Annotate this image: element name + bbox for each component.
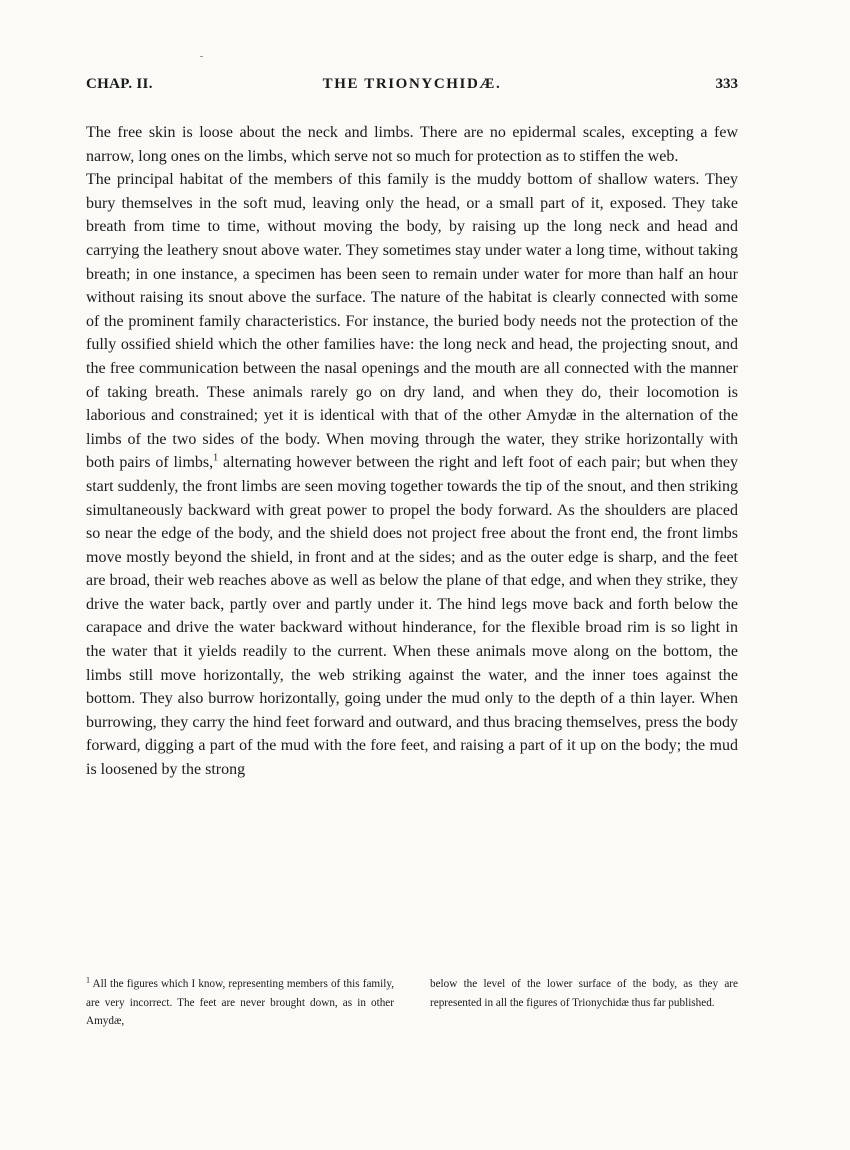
- footnote-text-1: All the figures which I know, representing members of this family, are very incorrect. The feet are never brought down, as in other Amydæ,: [86, 978, 394, 1027]
- paragraph-2-continuation: alternating however between the right and left foot of each pair; but when they start suddenly, the front limbs are seen moving together towards the tip of the snout, and then striking simultaneously backward with great power to propel the body forward. As the shoulders are placed so near the edge of the body, and the shield does not project free about the front end, the front limbs move mostly beyond the shield, in front and at the sides; and as the outer edge is sharp, and the feet are broad, their web reaches above as well as below the plane of that edge, and when they strike, they drive the water back, partly over and partly under it. The hind legs move back and forth below the carapace and drive the water backward without hinderance, for the flexible broad rim is so light in the water that it yields readily to the current. When these animals move along on the bottom, the limbs still move horizontally, the web striking against the water, and the inner toes against the bottom. They also burrow horizontally, going under the mud only to the depth of a thin layer. When burrowing, they carry the hind feet forward and outward, and thus bracing themselves, press the body forward, digging a part of the mud with the fore feet, and raising a part of it up on the body; the mud is loosened by the strong: [86, 454, 738, 779]
- footnote-reference: 1: [213, 452, 219, 464]
- footnote-marker: 1: [86, 975, 90, 985]
- running-title: THE TRIONYCHIDÆ.: [322, 76, 502, 92]
- footnote-column-2: [430, 975, 738, 1031]
- footnotes: [86, 975, 738, 1031]
- page-number: 333: [715, 76, 738, 92]
- paragraph-1: [86, 121, 738, 168]
- footnote-column-1: [86, 975, 394, 1031]
- footnote-text-2: below the level of the lower surface of the body, as they are represented in all the figures of Trionychidæ thus far published.: [430, 978, 738, 1009]
- body-text: [86, 121, 738, 782]
- print-speck: [200, 56, 203, 57]
- paragraph-2: [86, 168, 738, 781]
- paragraph-1-text: The free skin is loose about the neck and limbs. There are no epidermal scales, excepting a few narrow, long ones on the limbs, which serve not so much for protection as to stiffen the web.: [86, 124, 738, 165]
- paragraph-2-text: The principal habitat of the members of this family is the muddy bottom of shallow waters. They bury themselves in the soft mud, leaving only the head, or a small part of it, exposed. They take breath from time to time, without moving the body, by raising up the long neck and head and carrying the leathery snout above water. They sometimes stay under water a long time, without taking breath; in one instance, a specimen has been seen to remain under water for more than half an hour without raising its snout above the surface. The nature of the habitat is clearly connected with some of the prominent family characteristics. For instance, the buried body needs not the protection of the fully ossified shield which the other families have: the long neck and head, the projecting snout, and the free communication between the nasal openings and the mouth are all connected with the manner of taking breath. These animals rarely go on dry land, and when they do, their locomotion is laborious and constrained; yet it is identical with that of the other Amydæ in the alternation of the limbs of the two sides of the body. When moving through the water, they strike horizontally with both pairs of limbs,: [86, 171, 738, 472]
- chapter-label: CHAP. II.: [86, 76, 153, 92]
- running-header: [86, 76, 738, 100]
